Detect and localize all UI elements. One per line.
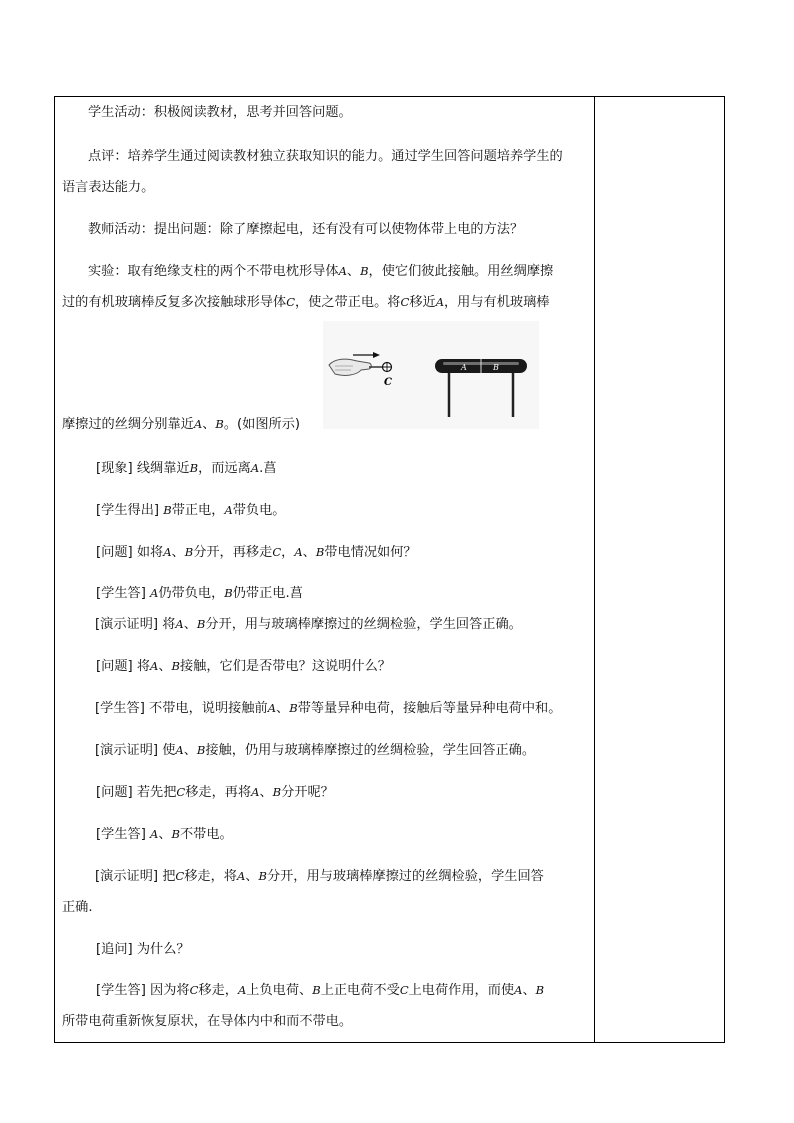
label-a: A bbox=[461, 363, 467, 372]
hand-icon bbox=[329, 359, 371, 375]
comment-line-1: 点评：培养学生通过阅读教材独立获取知识的能力。通过学生回答问题培养学生的 bbox=[88, 149, 563, 164]
answer-4-line-1: [学生答] 因为将C移走，A上负电荷、B上正电荷不受C上电荷作用，而使A、B bbox=[96, 983, 545, 998]
experiment-line-2: 过的有机玻璃棒反复多次接触球形导体C，使之带正电。将C移近A，用与有机玻璃棒 bbox=[62, 295, 550, 310]
demo-3-line-2: 正确. bbox=[62, 900, 93, 915]
lesson-table bbox=[54, 96, 725, 1043]
comment-line-2: 语言表达能力。 bbox=[62, 180, 155, 195]
student-activity: 学生活动：积极阅读教材，思考并回答问题。 bbox=[88, 105, 352, 120]
follow-up-question: [追问] 为什么？ bbox=[96, 942, 190, 957]
answer-2: [学生答] 不带电，说明接触前A、B带等量异种电荷，接触后等量异种电荷中和。 bbox=[95, 701, 562, 716]
label-c: C bbox=[384, 377, 392, 388]
teacher-activity: 教师活动：提出问题：除了摩擦起电，还有没有可以使物体带上电的方法？ bbox=[88, 222, 524, 237]
demo-3-line-1: [演示证明] 把C移走，将A、B分开，用与玻璃棒摩擦过的丝绸检验，学生回答 bbox=[95, 869, 544, 884]
student-conclusion: [学生得出] B带正电，A带负电。 bbox=[96, 503, 286, 518]
notes-cell bbox=[595, 97, 724, 1042]
demo-1: [演示证明] 将A、B分开，用与玻璃棒摩擦过的丝绸检验，学生回答正确。 bbox=[95, 617, 522, 632]
content-cell bbox=[55, 97, 594, 1042]
arrow-head bbox=[373, 352, 380, 358]
phenomenon: [现象] 线绸靠近B，而远离A.菖 bbox=[96, 461, 277, 476]
label-b: B bbox=[493, 363, 499, 372]
demo-2: [演示证明] 使A、B接触，仍用与玻璃棒摩擦过的丝绸检验，学生回答正确。 bbox=[95, 743, 536, 758]
question-3: [问题] 若先把C移走，再将A、B分开呢？ bbox=[96, 785, 334, 800]
answer-1: [学生答] A仍带负电，B仍带正电.菖 bbox=[96, 586, 303, 601]
answer-3: [学生答] A、B不带电。 bbox=[96, 827, 233, 842]
experiment-line-3: 摩擦过的丝绸分别靠近A、B。(如图所示) bbox=[62, 417, 301, 432]
answer-4-line-2: 所带电荷重新恢复原状，在导体内中和而不带电。 bbox=[62, 1014, 353, 1029]
question-2: [问题] 将A、B接触，它们是否带电？这说明什么？ bbox=[96, 659, 391, 674]
experiment-line-1: 实验：取有绝缘支柱的两个不带电枕形导体A、B，使它们彼此接触。用丝绸摩擦 bbox=[88, 264, 554, 279]
question-1: [问题] 如将A、B分开，再移走C，A、B带电情况如何？ bbox=[96, 545, 417, 560]
